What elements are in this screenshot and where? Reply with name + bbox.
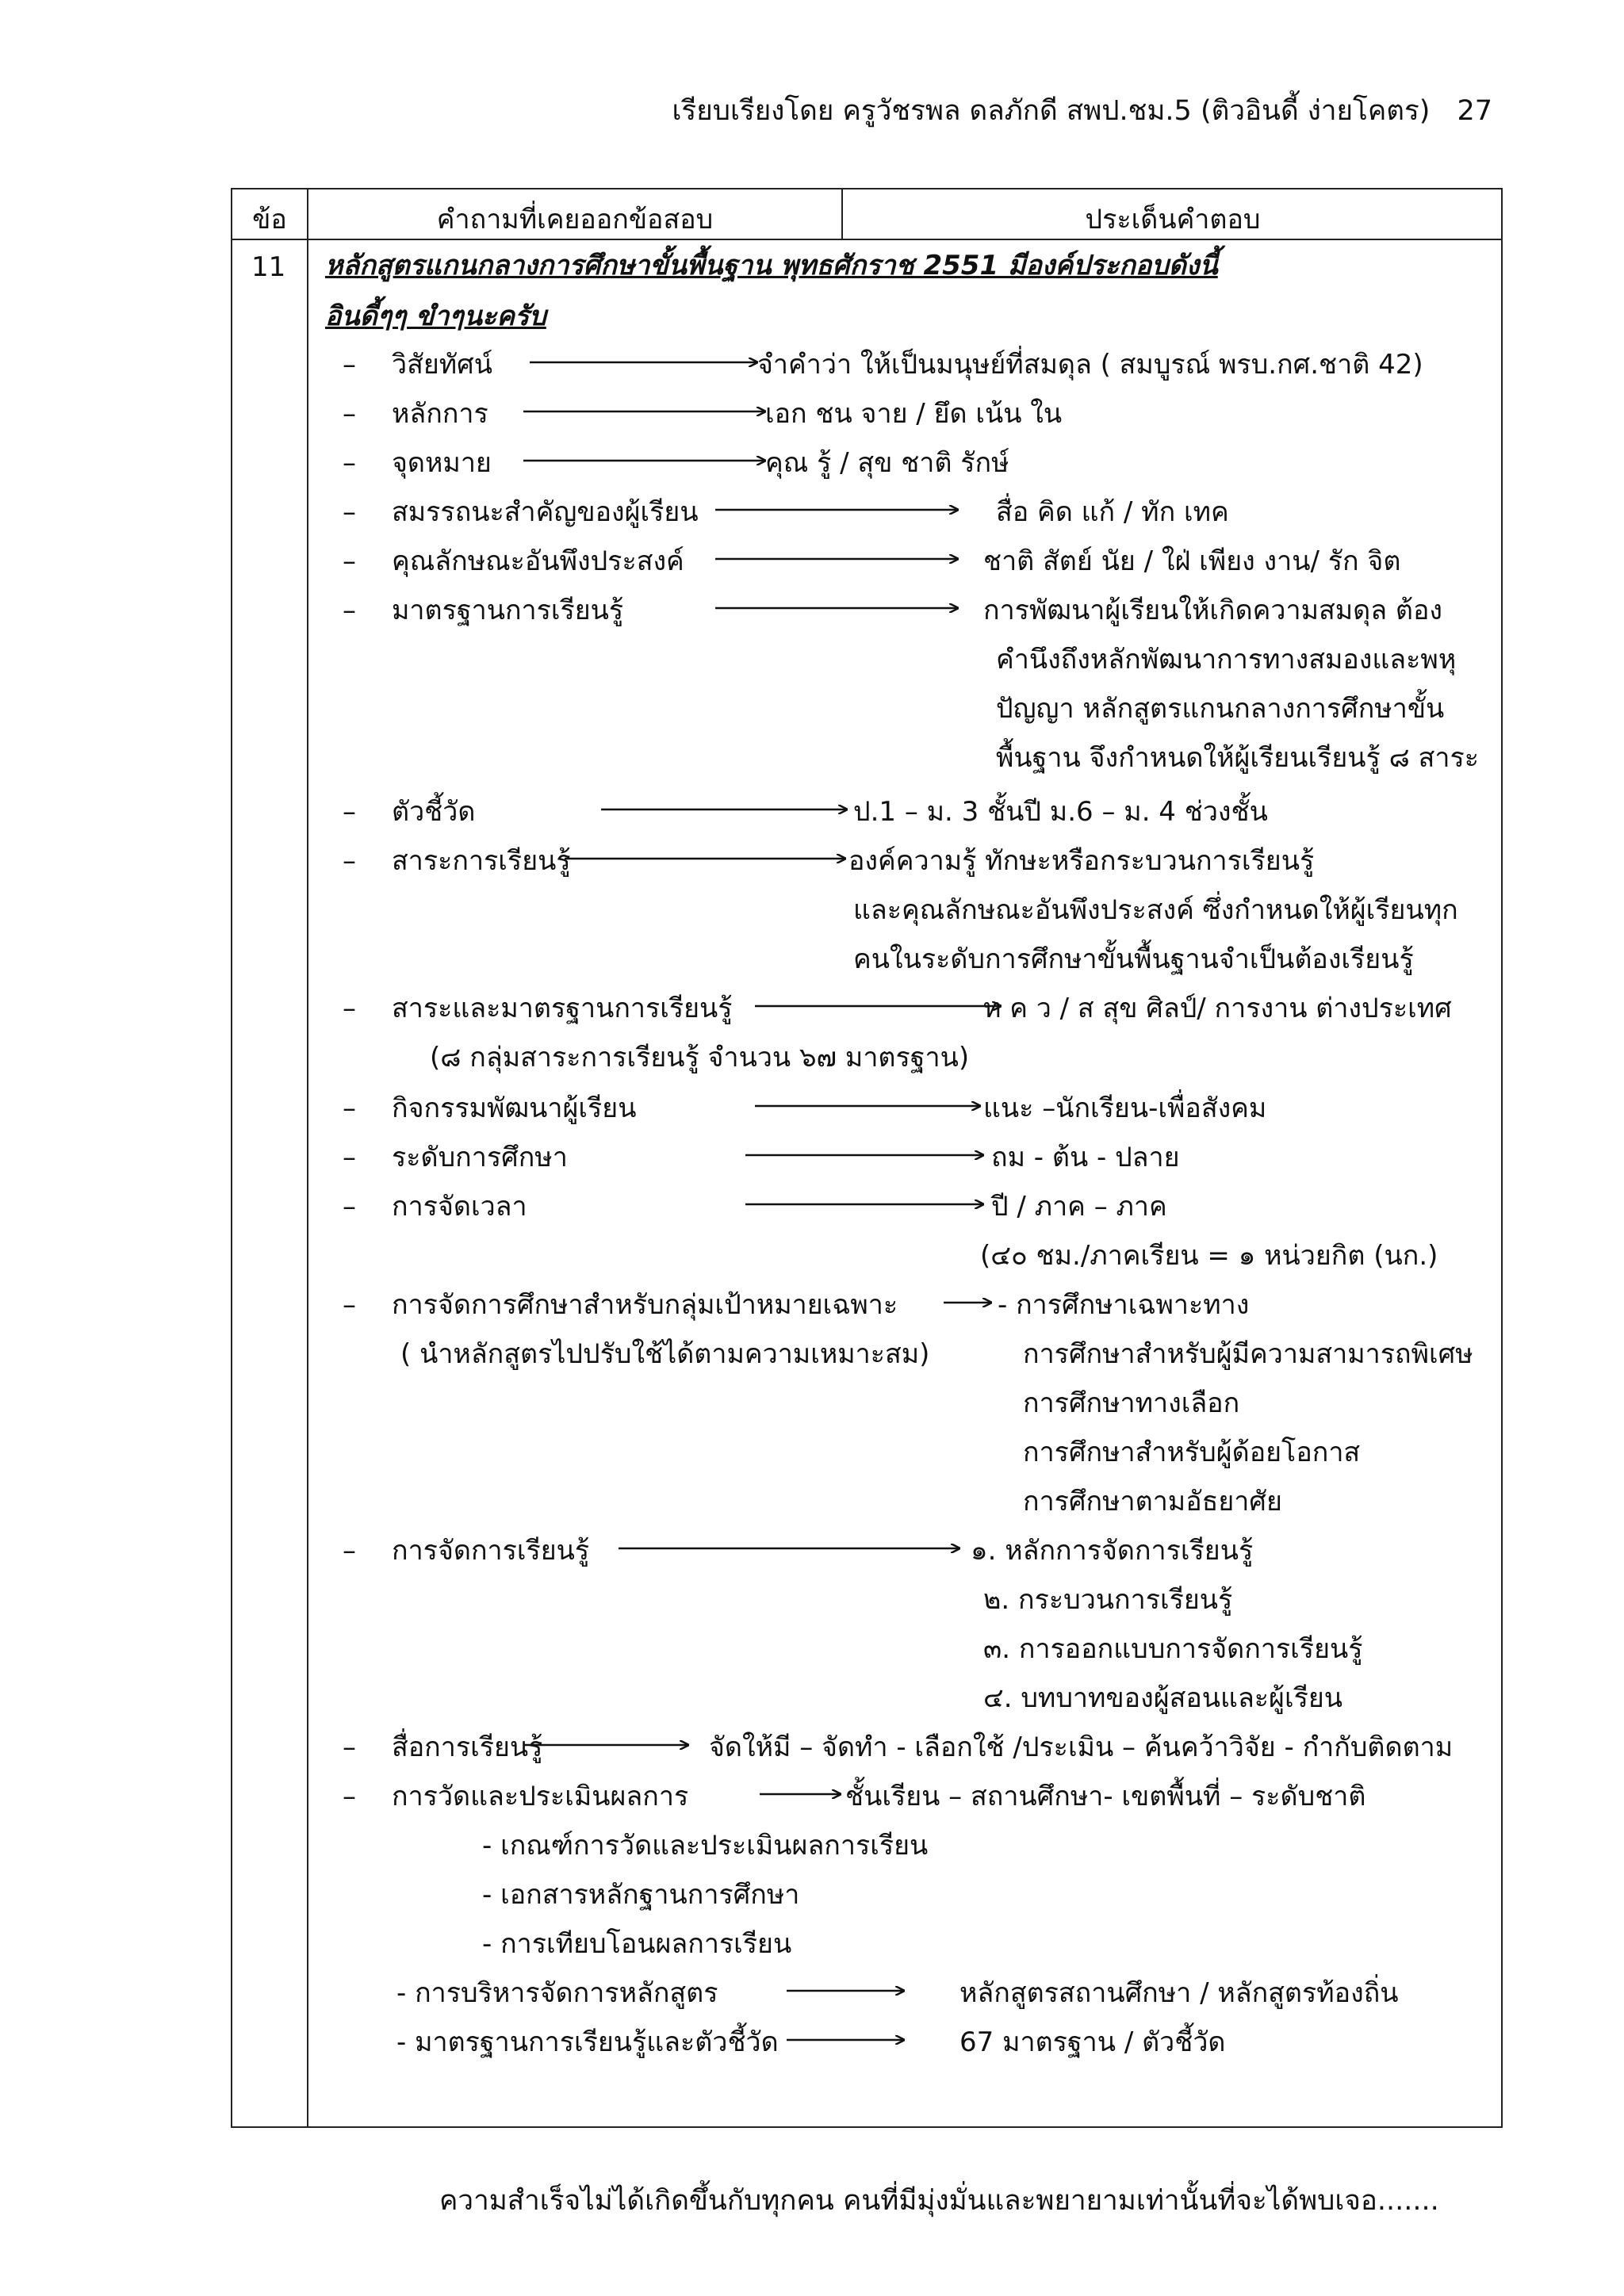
row-label: ระดับการศึกษา <box>392 1142 568 1173</box>
row-answer: การพัฒนาผู้เรียนให้เกิดความสมดุล ต้อง <box>983 595 1442 626</box>
row-label: สื่อการเรียนรู้ <box>392 1732 543 1763</box>
groups-note: (๘ กลุ่มสาระการเรียนรู้ จำนวน ๖๗ มาตรฐาน) <box>430 1042 970 1073</box>
row-answer: หลักสูตรสถานศึกษา / หลักสูตรท้องถิ่น <box>959 1977 1399 2009</box>
standard-cont-line: ปัญญา หลักสูตรแกนกลางการศึกษาขั้น <box>996 693 1445 725</box>
row-label: สาระการเรียนรู้ <box>392 845 571 877</box>
standard-cont-line: คำนึงถึงหลักพัฒนาการทางสมองและพหุ <box>996 644 1457 675</box>
section-title: หลักสูตรแกนกลางการศึกษาขั้นพื้นฐาน พุทธศักราช 2551 มีองค์ประกอบดังนี้ <box>325 250 1218 281</box>
special-list-item: การศึกษาทางเลือก <box>1023 1387 1240 1419</box>
row-label: มาตรฐานการเรียนรู้ <box>392 595 624 626</box>
row-label: จุดหมาย <box>392 447 492 479</box>
row-answer: 67 มาตรฐาน / ตัวชี้วัด <box>959 2026 1226 2058</box>
row-answer: เอก ชน จาย / ยึด เน้น ใน <box>765 398 1063 430</box>
row-dash: – <box>343 595 356 626</box>
row-dash: – <box>343 796 356 828</box>
row-answer: ถม - ต้น - ปลาย <box>991 1142 1180 1173</box>
special-list-item: การศึกษาตามอัธยาศัย <box>1023 1486 1282 1517</box>
row-answer: ป.1 – ม. 3 ชั้นปี ม.6 – ม. 4 ช่วงชั้น <box>853 796 1268 828</box>
row-label: การจัดการเรียนรู้ <box>392 1535 590 1567</box>
row-dash: – <box>343 1191 356 1223</box>
row-label: สาระและมาตรฐานการเรียนรู้ <box>392 993 733 1024</box>
row-dash: – <box>343 1093 356 1124</box>
row-label: - การบริหารจัดการหลักสูตร <box>396 1977 718 2009</box>
page-header <box>672 89 1492 132</box>
special-note: ( นำหลักสูตรไปปรับใช้ได้ตามความเหมาะสม) <box>400 1338 930 1370</box>
row-answer: ชาติ สัตย์ นัย / ใฝ่ เพียง งาน/ รัก จิต <box>983 545 1401 577</box>
learning-list-item: ๒. กระบวนการเรียนรู้ <box>983 1584 1233 1616</box>
row-label: หลักการ <box>392 398 488 430</box>
row-answer: - การศึกษาเฉพาะทาง <box>998 1289 1250 1321</box>
row-answer: คุณ รู้ / สุข ชาติ รักษ์ <box>765 447 1009 479</box>
row-dash: – <box>343 993 356 1024</box>
eval-list-item: - เกณฑ์การวัดและประเมินผลการเรียน <box>482 1830 929 1862</box>
row-answer: ท ค ว / ส สุข ศิลป์/ การงาน ต่างประเทศ <box>983 993 1452 1024</box>
row-answer: จัดให้มี – จัดทำ - เลือกใช้ /ประเมิน – ค้นคว้าวิจัย - กำกับติดตาม <box>709 1732 1454 1763</box>
row-label: การจัดเวลา <box>392 1191 527 1223</box>
header-answer: ประเด็นคำตอบ <box>1085 204 1261 235</box>
item-number: 11 <box>251 251 286 283</box>
row-label: สมรรถนะสำคัญของผู้เรียน <box>392 496 699 528</box>
row-answer: จำคำว่า ให้เป็นมนุษย์ที่สมดุล ( สมบูรณ์ พรบ.กศ.ชาติ 42) <box>757 349 1423 381</box>
row-dash: – <box>343 349 356 381</box>
row-answer: องค์ความรู้ ทักษะหรือกระบวนการเรียนรู้ <box>848 845 1315 877</box>
header-text: เรียบเรียงโดย ครูวัชรพล ดลภักดี สพป.ชม.5 (ติวอินดี้ ง่ายโคตร) <box>672 95 1431 127</box>
row-label: กิจกรรมพัฒนาผู้เรียน <box>392 1093 637 1124</box>
row-answer: ชั้นเรียน – สถานศึกษา- เขตพื้นที่ – ระดับชาติ <box>845 1781 1366 1812</box>
learning-list-item: ๔. บทบาทของผู้สอนและผู้เรียน <box>983 1682 1343 1714</box>
section-subtitle: อินดี้ๆๆ ขำๆนะครับ <box>325 300 546 332</box>
row-answer: แนะ –นักเรียน-เพื่อสังคม <box>983 1093 1267 1124</box>
row-dash: – <box>343 1781 356 1812</box>
row-dash: – <box>343 496 356 528</box>
content-cont-line: และคุณลักษณะอันพึงประสงค์ ซึ่งกำหนดให้ผู้เรียนทุก <box>853 894 1458 926</box>
row-label: คุณลักษณะอันพึงประสงค์ <box>392 545 684 577</box>
row-label: ตัวชี้วัด <box>392 796 476 828</box>
row-dash: – <box>343 398 356 430</box>
eval-list-item: - เอกสารหลักฐานการศึกษา <box>482 1879 800 1911</box>
page-number: 27 <box>1457 95 1492 127</box>
row-dash: – <box>343 845 356 877</box>
row-label: การจัดการศึกษาสำหรับกลุ่มเป้าหมายเฉพาะ <box>392 1289 898 1321</box>
row-label: การวัดและประเมินผลการ <box>392 1781 689 1812</box>
row-dash: – <box>343 447 356 479</box>
time-note: (๔๐ ชม./ภาคเรียน = ๑ หน่วยกิต (นก.) <box>980 1240 1438 1272</box>
content-cont-line: คนในระดับการศึกษาขั้นพื้นฐานจำเป็นต้องเรียนรู้ <box>853 943 1414 975</box>
standard-cont-line: พื้นฐาน จึงกำหนดให้ผู้เรียนเรียนรู้ ๘ สาระ <box>996 742 1479 774</box>
column-divider <box>307 189 308 2126</box>
row-answer: ๑. หลักการจัดการเรียนรู้ <box>971 1535 1254 1567</box>
header-question: คำถามที่เคยออกข้อสอบ <box>436 204 714 235</box>
learning-list-item: ๓. การออกแบบการจัดการเรียนรู้ <box>983 1633 1363 1665</box>
footer-quote: ความสำเร็จไม่ได้เกิดขึ้นกับทุกคน คนที่มีมุ่งมั่นและพยายามเท่านั้นที่จะได้พบเจอ....... <box>439 2185 1439 2217</box>
row-label: - มาตรฐานการเรียนรู้และตัวชี้วัด <box>396 2026 779 2058</box>
special-list-item: การศึกษาสำหรับผู้ด้อยโอกาส <box>1023 1437 1361 1468</box>
header-no: ข้อ <box>252 204 287 235</box>
eval-list-item: - การเทียบโอนผลการเรียน <box>482 1928 792 1960</box>
row-dash: – <box>343 1535 356 1567</box>
row-dash: – <box>343 1142 356 1173</box>
row-dash: – <box>343 1732 356 1763</box>
row-dash: – <box>343 545 356 577</box>
row-label: วิสัยทัศน์ <box>392 349 493 381</box>
row-answer: สื่อ คิด แก้ / ทัก เทค <box>996 496 1229 528</box>
special-list-item: การศึกษาสำหรับผู้มีความสามารถพิเศษ <box>1023 1338 1473 1370</box>
row-dash: – <box>343 1289 356 1321</box>
row-answer: ปี / ภาค – ภาค <box>991 1191 1167 1223</box>
